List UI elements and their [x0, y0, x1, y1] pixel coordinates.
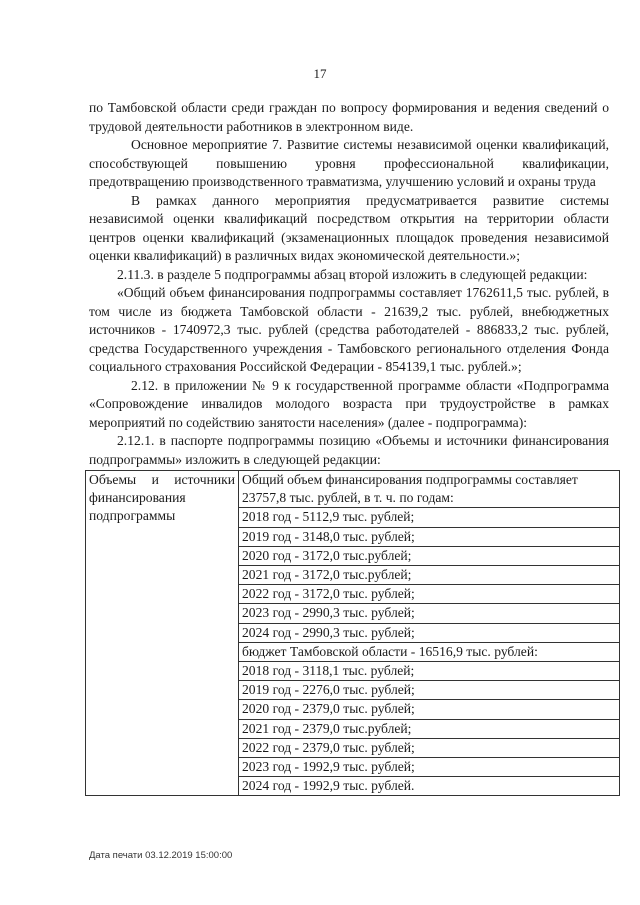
table-left-cell-text: Объемы и источники финансирования подпрограммы — [89, 472, 235, 524]
table-row: 2021 год - 3172,0 тыс.рублей; — [239, 566, 619, 585]
table-row: 2019 год - 2276,0 тыс. рублей; — [239, 681, 619, 700]
paragraph-2-11-3: 2.11.3. в разделе 5 подпрограммы абзац второй изложить в следующей редакции: — [117, 266, 588, 282]
table-row: 2022 год - 3172,0 тыс. рублей; — [239, 585, 619, 604]
table-row: 2018 год - 5112,9 тыс. рублей; — [239, 508, 619, 527]
table-row: 2023 год - 1992,9 тыс. рублей; — [239, 758, 619, 777]
document-body — [89, 99, 609, 796]
table-row: 2023 год - 2990,3 тыс. рублей; — [239, 604, 619, 623]
table-row: бюджет Тамбовской области - 16516,9 тыс. рублей: — [239, 643, 619, 662]
paragraph-main-measure-7: Основное мероприятие 7. Развитие системы независимой оценки квалификаций, способствующей повышению уровня профессиональной квалификации, предотвращению производственного травматизма, улучшению условий и охраны труда — [89, 137, 609, 189]
paragraph-2-12-1: 2.12.1. в паспорте подпрограммы позицию «Объемы и источники финансирования подпрограммы» изложить в следующей редакции: — [89, 433, 609, 467]
table-row: 2022 год - 2379,0 тыс. рублей; — [239, 739, 619, 758]
table-row: 2020 год - 3172,0 тыс.рублей; — [239, 547, 619, 566]
table-left-cell — [86, 471, 239, 796]
table-row: 2024 год - 2990,3 тыс. рублей; — [239, 624, 619, 643]
table-row: 2018 год - 3118,1 тыс. рублей; — [239, 662, 619, 681]
table-row: Общий объем финансирования подпрограммы составляет 23757,8 тыс. рублей, в т. ч. по годам: — [239, 471, 619, 508]
page-number: 17 — [313, 66, 327, 81]
table-row: 2020 год - 2379,0 тыс. рублей; — [239, 700, 619, 719]
paragraph-measure-description: В рамках данного мероприятия предусматривается развитие системы независимой оценки квалификаций посредством открытия на территории области центров оценки квалификаций (экзаменационных площадок проведения независимой оценки квалификаций) в различных видах экономической деятельности.»; — [89, 192, 609, 263]
table-row: 2024 год - 1992,9 тыс. рублей. — [242, 778, 415, 794]
paragraph-continuation: по Тамбовской области среди граждан по вопросу формирования и ведения сведений о трудовой деятельности работников в электронном виде. — [89, 100, 609, 134]
table-row: 2021 год - 2379,0 тыс.рублей; — [239, 720, 619, 739]
financing-table — [85, 470, 620, 796]
table-right-cell — [239, 471, 620, 796]
paragraph-financing-total: «Общий объем финансирования подпрограммы составляет 1762611,5 тыс. рублей, в том числе из бюджета Тамбовской области - 21639,2 тыс. рублей, внебюджетных источников - 1740972,3 тыс. рублей (средства работодателей - 886833,2 тыс. рублей, средства Государственного учреждения - Тамбовского регионального отделения Фонда социального страхования Российской Федерации - 854139,1 тыс. рублей.»; — [89, 285, 609, 374]
table-row: 2019 год - 3148,0 тыс. рублей; — [239, 528, 619, 547]
print-date-footer: Дата печати 03.12.2019 15:00:00 — [89, 850, 233, 861]
paragraph-2-12: 2.12. в приложении № 9 к государственной программе области «Подпрограмма «Сопровождение инвалидов молодого возраста при трудоустройстве в рамках мероприятий по содействию занятости населения» (далее - подпрограмма): — [89, 377, 609, 430]
